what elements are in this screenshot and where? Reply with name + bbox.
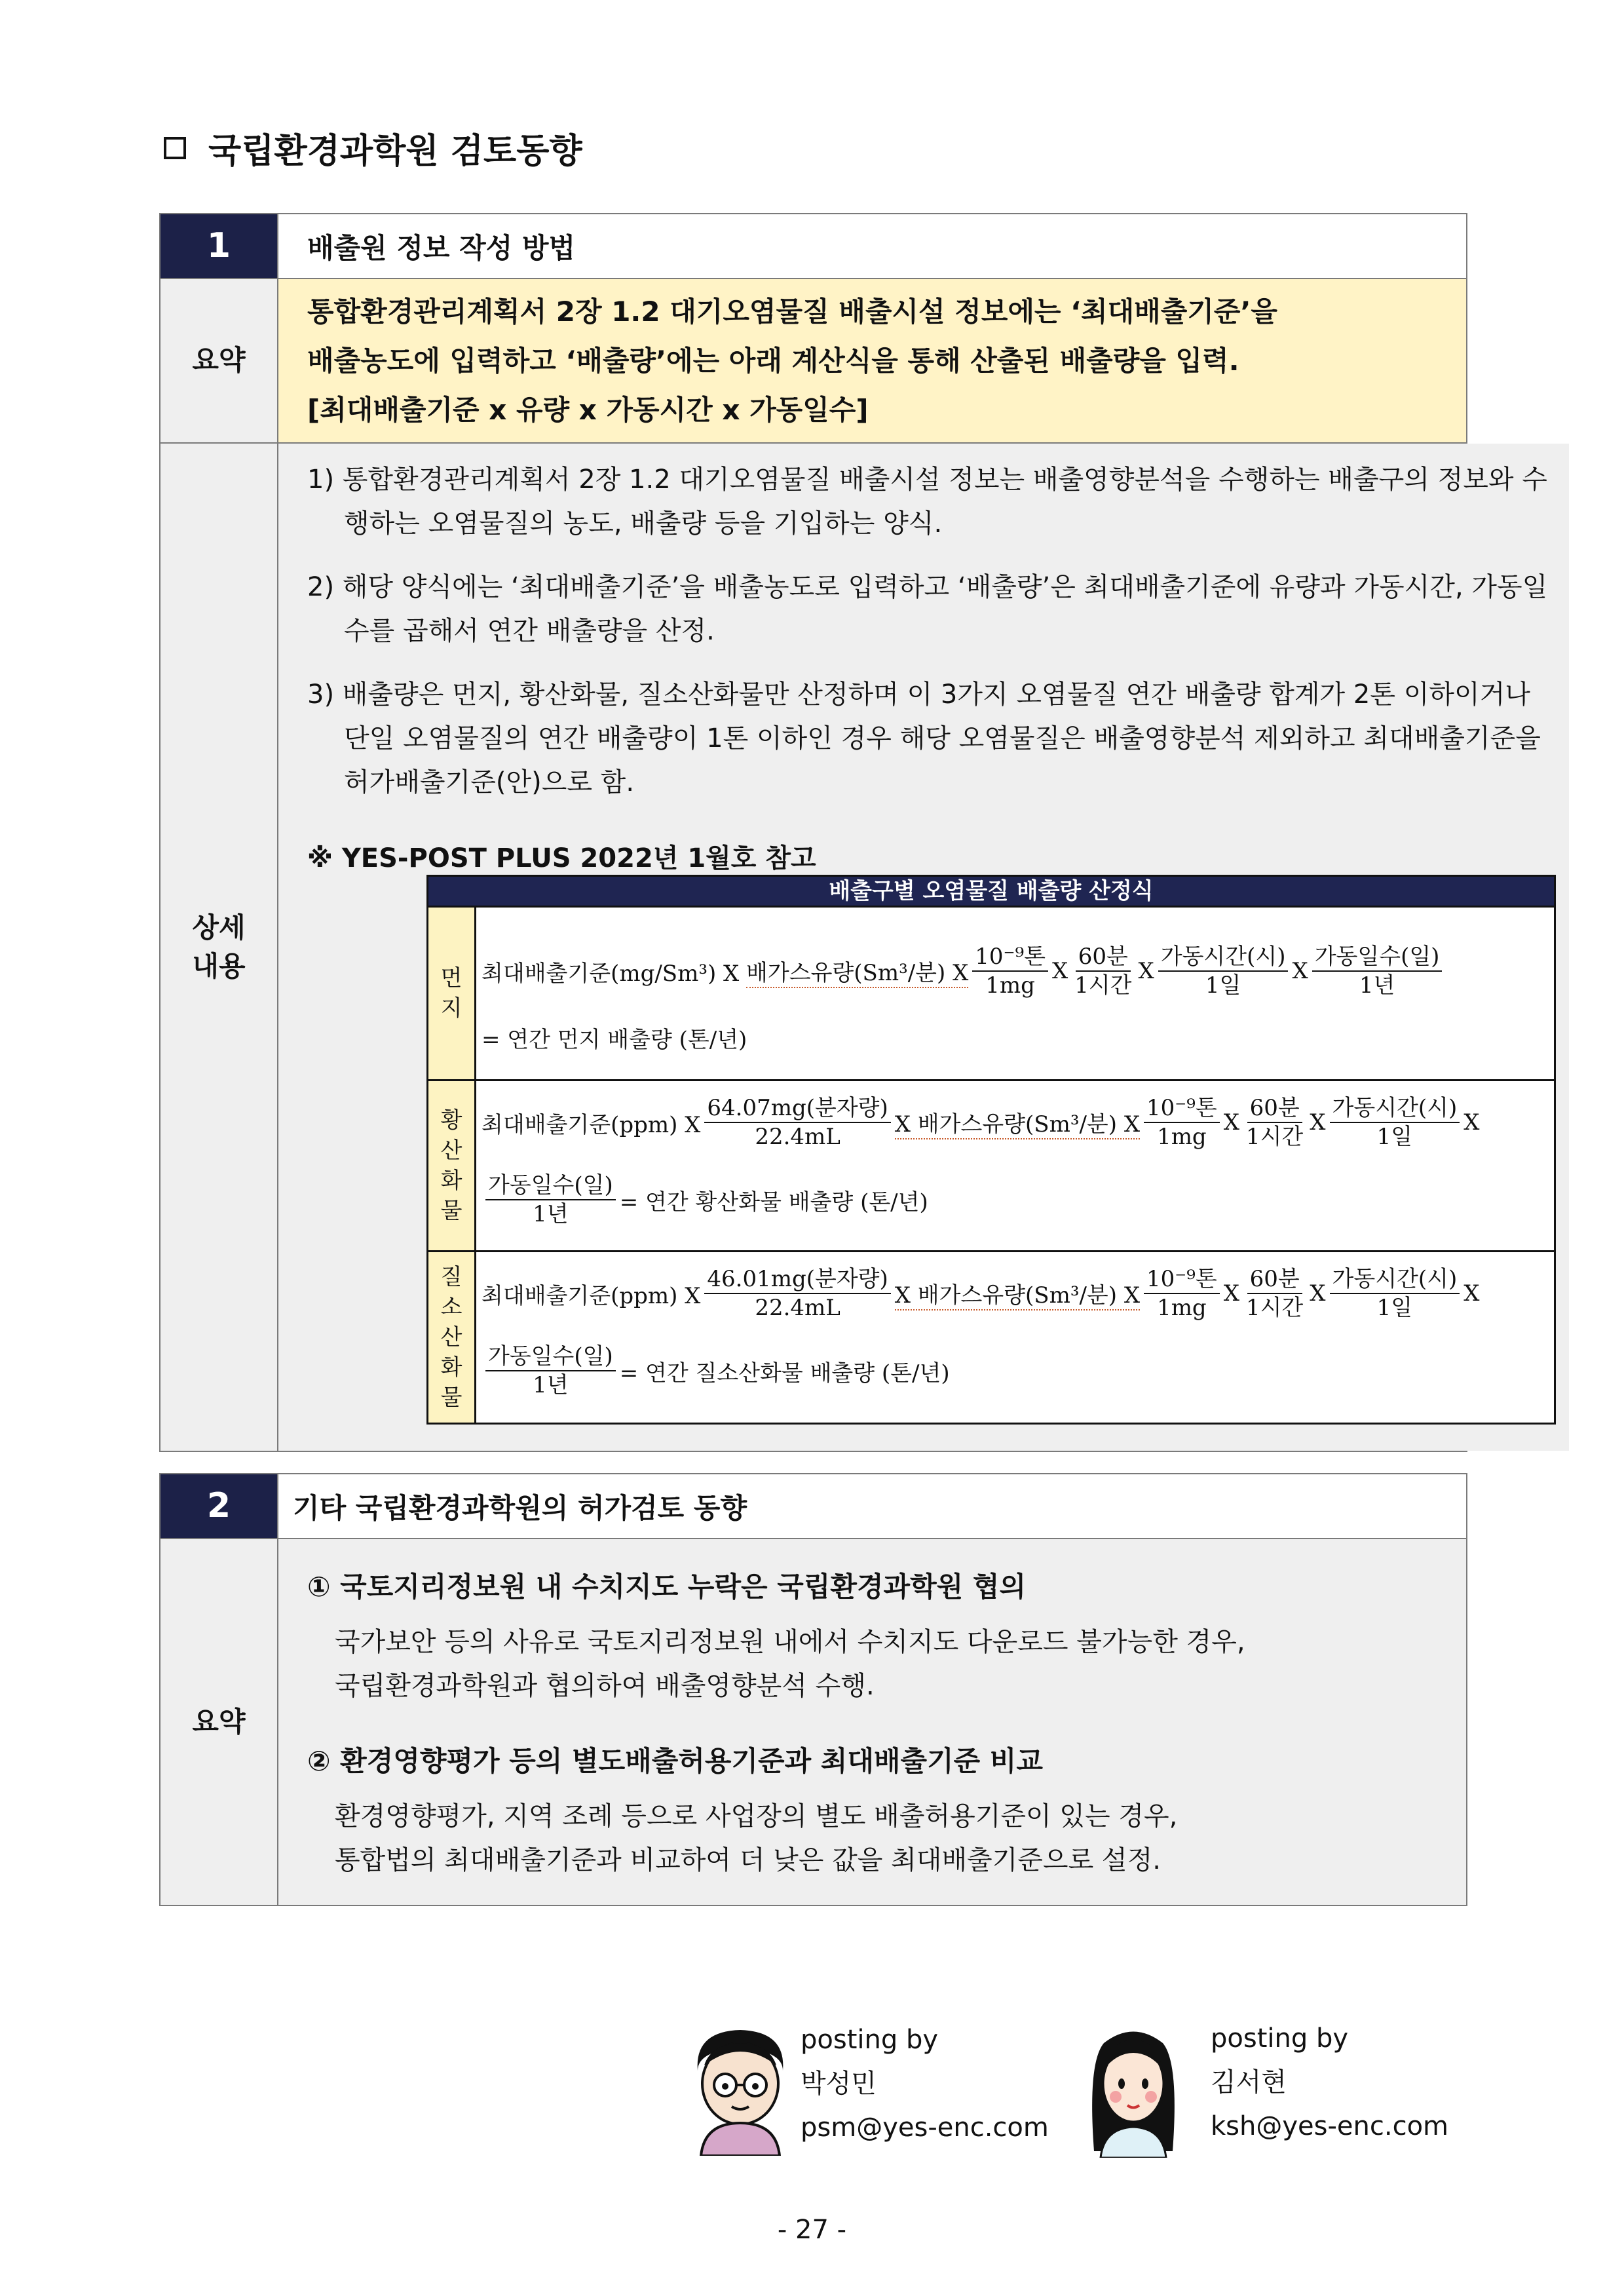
author-1-email: psm@yes-enc.com	[801, 2113, 1049, 2143]
detail-item-2: 2) 해당 양식에는 ‘최대배출기준’을 배출농도로 입력하고 ‘배출량’은 최대배출기준에 유량과 가동시간, 가동일수를 곱해서 연간 배출량을 산정.	[307, 572, 1548, 646]
fraction-hours: 가동시간(시) 1일	[1330, 1094, 1460, 1151]
fraction-days: 가동일수(일) 1년	[485, 1343, 616, 1399]
formula-row-label: 황 산 화 물	[428, 1081, 476, 1250]
formula-result: = 연간 먼지 배출량 (톤/년)	[482, 1027, 747, 1053]
formula-row-label: 먼 지	[428, 908, 476, 1079]
reference-note: ※ YES-POST PLUS 2022년 1월호 참고	[307, 843, 816, 873]
detail-item-1: 1) 통합환경관리계획서 2장 1.2 대기오염물질 배출시설 정보는 배출영향분석을 수행하는 배출구의 정보와 수행하는 오염물질의 농도, 배출량 등을 기입하는 양식.	[307, 465, 1547, 539]
section-2-number: 2	[161, 1474, 278, 1538]
section-1-summary-label: 요약	[161, 279, 278, 442]
fraction-molecular-weight: 46.01mg(분자량) 22.4mL	[704, 1265, 890, 1322]
formula-base: 최대배출기준(mg/Sm³) X	[482, 960, 740, 987]
page-number: - 27 -	[777, 2215, 847, 2245]
formula-row-body: 최대배출기준(ppm) X 64.07mg(분자량) 22.4mL X 배가스유량(Sm³/분) X 10⁻⁹톤 1mg X 60분 1시간 X 가동시간(시) 1일 X 가동일수(일) 1년 = 연간 황산화물 배출량 (톤/년)	[482, 1095, 1480, 1227]
author-2-name: 김서현	[1211, 2067, 1287, 2097]
section-2-title: 기타 국립환경과학원의 허가검토 동향	[293, 1491, 747, 1524]
formula-row-label: 질 소 산 화 물	[428, 1252, 476, 1423]
summary-line: [최대배출기준 x 유량 x 가동시간 x 가동일수]	[307, 394, 869, 426]
author-2-email: ksh@yes-enc.com	[1211, 2111, 1449, 2141]
fraction-ton: 10⁻⁹톤 1mg	[1144, 1265, 1220, 1322]
section-1-detail	[278, 444, 1569, 1451]
avatar-woman-icon	[1084, 2023, 1182, 2158]
formula-base: 최대배출기준(ppm) X	[482, 1282, 701, 1309]
author-1-posting: posting by	[801, 2025, 939, 2055]
section-1-title-row	[161, 214, 1466, 279]
page-heading-text: 국립환경과학원 검토동향	[208, 132, 582, 171]
page-heading	[164, 123, 582, 172]
sub-2-line: 통합법의 최대배출기준과 비교하여 더 낮은 값을 최대배출기준으로 설정.	[335, 1845, 1161, 1875]
section-1-summary-row	[161, 279, 1466, 444]
formula-table	[426, 875, 1556, 1425]
section-2-summary	[278, 1539, 1466, 1905]
fraction-days: 가동일수(일) 1년	[1312, 943, 1443, 999]
formula-row-body: 최대배출기준(mg/Sm³) X 배가스유량(Sm³/분) X 10⁻⁹톤 1mg X 60분 1시간 X 가동시간(시) 1일 X 가동일수(일) 1년 = 연간 먼지 배출량 (톤/년)	[476, 908, 1554, 1079]
formula-table-header: 배출구별 오염물질 배출량 산정식	[428, 877, 1554, 906]
avatar-man-icon	[691, 2025, 789, 2156]
summary-line: 배출농도에 입력하고 ‘배출량’에는 아래 계산식을 통해 산출된 배출량을 입력.	[307, 345, 1239, 377]
formula-base: 최대배출기준(ppm) X	[482, 1111, 701, 1138]
section-2-summary-row	[161, 1539, 1466, 1905]
fraction-hours: 가동시간(시) 1일	[1330, 1265, 1460, 1322]
section-1-title: 배출원 정보 작성 방법	[307, 231, 576, 264]
sub-heading-1: ① 국토지리정보원 내 수치지도 누락은 국립환경과학원 협의	[307, 1571, 1027, 1603]
fraction-days: 가동일수(일) 1년	[485, 1172, 616, 1228]
formula-result: = 연간 질소산화물 배출량 (톤/년)	[619, 1360, 950, 1387]
section-2	[159, 1473, 1467, 1906]
fraction-minute: 60분 1시간	[1245, 1095, 1304, 1150]
section-1-summary	[278, 279, 1466, 442]
fraction-minute: 60분 1시간	[1245, 1266, 1304, 1321]
formula-row-dust	[428, 906, 1554, 1079]
fraction-hours: 가동시간(시) 1일	[1158, 943, 1289, 999]
fraction-molecular-weight: 64.07mg(분자량) 22.4mL	[704, 1094, 890, 1151]
author-1-name: 박성민	[801, 2069, 877, 2099]
detail-item-3: 3) 배출량은 먼지, 황산화물, 질소산화물만 산정하며 이 3가지 오염물질 연간 배출량 합계가 2톤 이하이거나 단일 오염물질의 연간 배출량이 1톤 이하인 경우 해당 오염물질은 배출영향분석 제외하고 최대배출기준을 허가배출기준(안)으로 함.	[307, 679, 1541, 797]
formula-flow: X 배가스유량(Sm³/분) X	[895, 1106, 1140, 1139]
formula-flow: 배가스유량(Sm³/분) X	[746, 955, 968, 988]
sub-1-line: 국립환경과학원과 협의하여 배출영향분석 수행.	[335, 1671, 875, 1701]
formula-flow: X 배가스유량(Sm³/분) X	[895, 1277, 1140, 1311]
formula-row-body: 최대배출기준(ppm) X 46.01mg(분자량) 22.4mL X 배가스유량(Sm³/분) X 10⁻⁹톤 1mg X 60분 1시간 X 가동시간(시) 1일 X 가동일수(일) 1년 = 연간 질소산화물 배출량 (톤/년)	[482, 1266, 1480, 1398]
author-1	[801, 2018, 1049, 2150]
section-1-detail-row	[161, 444, 1548, 1451]
fraction-ton: 10⁻⁹톤 1mg	[1144, 1094, 1220, 1151]
formula-row-nox	[428, 1250, 1554, 1423]
author-2-posting: posting by	[1211, 2023, 1349, 2054]
sub-heading-2: ② 환경영향평가 등의 별도배출허용기준과 최대배출기준 비교	[307, 1745, 1043, 1777]
section-2-title-row	[161, 1474, 1466, 1539]
section-2-summary-label: 요약	[161, 1539, 278, 1905]
sub-2-line: 환경영향평가, 지역 조례 등으로 사업장의 별도 배출허용기준이 있는 경우,	[335, 1801, 1178, 1831]
formula-result: = 연간 황산화물 배출량 (톤/년)	[619, 1189, 928, 1215]
checkbox-square-icon	[164, 137, 186, 159]
section-1	[159, 213, 1548, 1452]
fraction-ton: 10⁻⁹톤 1mg	[972, 943, 1048, 999]
fraction-minute: 60분 1시간	[1074, 944, 1132, 999]
summary-line: 통합환경관리계획서 2장 1.2 대기오염물질 배출시설 정보에는 ‘최대배출기준’을	[307, 296, 1278, 328]
section-1-number: 1	[161, 214, 278, 278]
formula-row-sox	[428, 1079, 1554, 1250]
section-1-detail-label: 상세 내용	[161, 444, 278, 1451]
sub-1-line: 국가보안 등의 사유로 국토지리정보원 내에서 수치지도 다운로드 불가능한 경우,	[335, 1627, 1245, 1657]
author-2	[1211, 2017, 1448, 2149]
